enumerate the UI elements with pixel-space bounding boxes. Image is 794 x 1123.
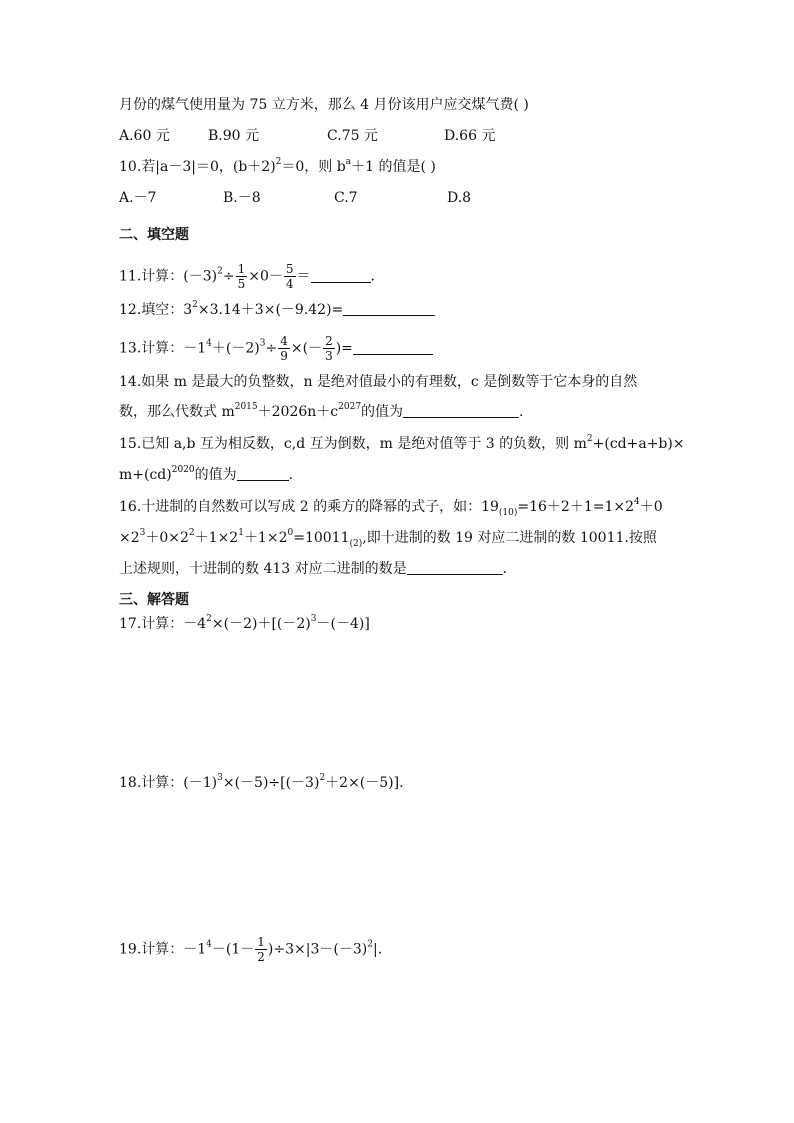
- answer-blank[interactable]: [343, 301, 435, 316]
- section-fill-blank-heading: 二、填空题: [119, 227, 189, 243]
- q14-line1: 14.如果 m 是最大的负整数，n 是绝对值最小的有理数，c 是倒数等于它本身的自然: [119, 374, 638, 390]
- q17: 17.计算：$-4^2\times(-2)+[(-2)^3-(-4)]$: [119, 614, 370, 632]
- q16-line1: 16.十进制的自然数可以写成 2 的乘方的降幂的式子，如：$19_{(10)}=16+2+1=1\times 2^4+0$: [119, 497, 663, 518]
- fraction: $\frac{5}{4}$: [285, 262, 294, 291]
- q10-option-c: C.7: [334, 190, 358, 206]
- q12: 12.填空：$3^2\times 3.14+3\times(-9.42)=$: [119, 300, 435, 320]
- q16-line3: 上述规则，十进制的数 413 对应二进制的数是 .: [119, 561, 508, 577]
- fraction: $\frac{1}{2}$: [257, 935, 265, 964]
- q10-stem: 10.若|a－3|＝0，$(b+2)^2=0$，则 $b^a+1$ 的值是( ): [119, 157, 436, 175]
- answer-blank[interactable]: [353, 340, 433, 355]
- q9-option-d: D.66 元: [444, 128, 496, 144]
- q14-line2: 数，那么代数式 $m^{2015}+2026n+c^{2027}$的值为 .: [119, 402, 524, 420]
- q15-line1: 15.已知 a,b 互为相反数，c,d 互为倒数，m 是绝对值等于 3 的负数，则 $m^2+(cd+a+b)\times$: [119, 434, 685, 452]
- section-solve-heading: 三、解答题: [119, 592, 189, 608]
- q18: 18.计算：$(-1)^3\times(-5)\div[(-3)^2+2\times(-5)]$.: [119, 773, 404, 791]
- q13: 13.计算：$-1^4+(-2)^3\div$ $\frac{4}{9}$ ×(－ $\frac{2}{3}$ )=: [119, 334, 433, 363]
- q9-option-a: A.60 元: [119, 128, 170, 144]
- q19: 19.计算：$-1^4-(1-$ $\frac{1}{2}$ )$\div 3\times|3-(-3)^2|$.: [119, 935, 383, 964]
- fraction: $\frac{2}{3}$: [325, 334, 333, 363]
- answer-blank[interactable]: [403, 403, 519, 418]
- q9-option-c: C.75 元: [327, 128, 378, 144]
- answer-blank[interactable]: [237, 466, 289, 481]
- q9-option-b: B.90 元: [208, 128, 260, 144]
- answer-blank[interactable]: [311, 268, 371, 283]
- fraction: $\frac{4}{9}$: [280, 334, 288, 363]
- q9-options: [119, 126, 495, 146]
- answer-blank[interactable]: [407, 560, 503, 575]
- fraction: $\frac{1}{5}$: [237, 262, 246, 291]
- q10-options: [119, 188, 471, 208]
- q10-option-a: A.－7: [119, 190, 157, 206]
- q11: 11.计算：$(-3)^2\div$ $\frac{1}{5}$ ×0－ $\frac{5}{4}$ ＝ .: [119, 262, 375, 291]
- q15-line2: m+(cd)$^{2020}$的值为 .: [119, 465, 294, 483]
- q16-line2: $\times 2^3+0\times 2^2+1\times 2^1+1\times 2^0=10011_{(2)}$,即十进制的数 19 对应二进制的数 10011.按照: [119, 528, 657, 549]
- q10-option-d: D.8: [447, 190, 472, 206]
- q9-continuation: 月份的煤气使用量为 75 立方米，那么 4 月份该用户应交煤气费( ): [119, 97, 529, 113]
- q10-option-b: B.－8: [223, 190, 261, 206]
